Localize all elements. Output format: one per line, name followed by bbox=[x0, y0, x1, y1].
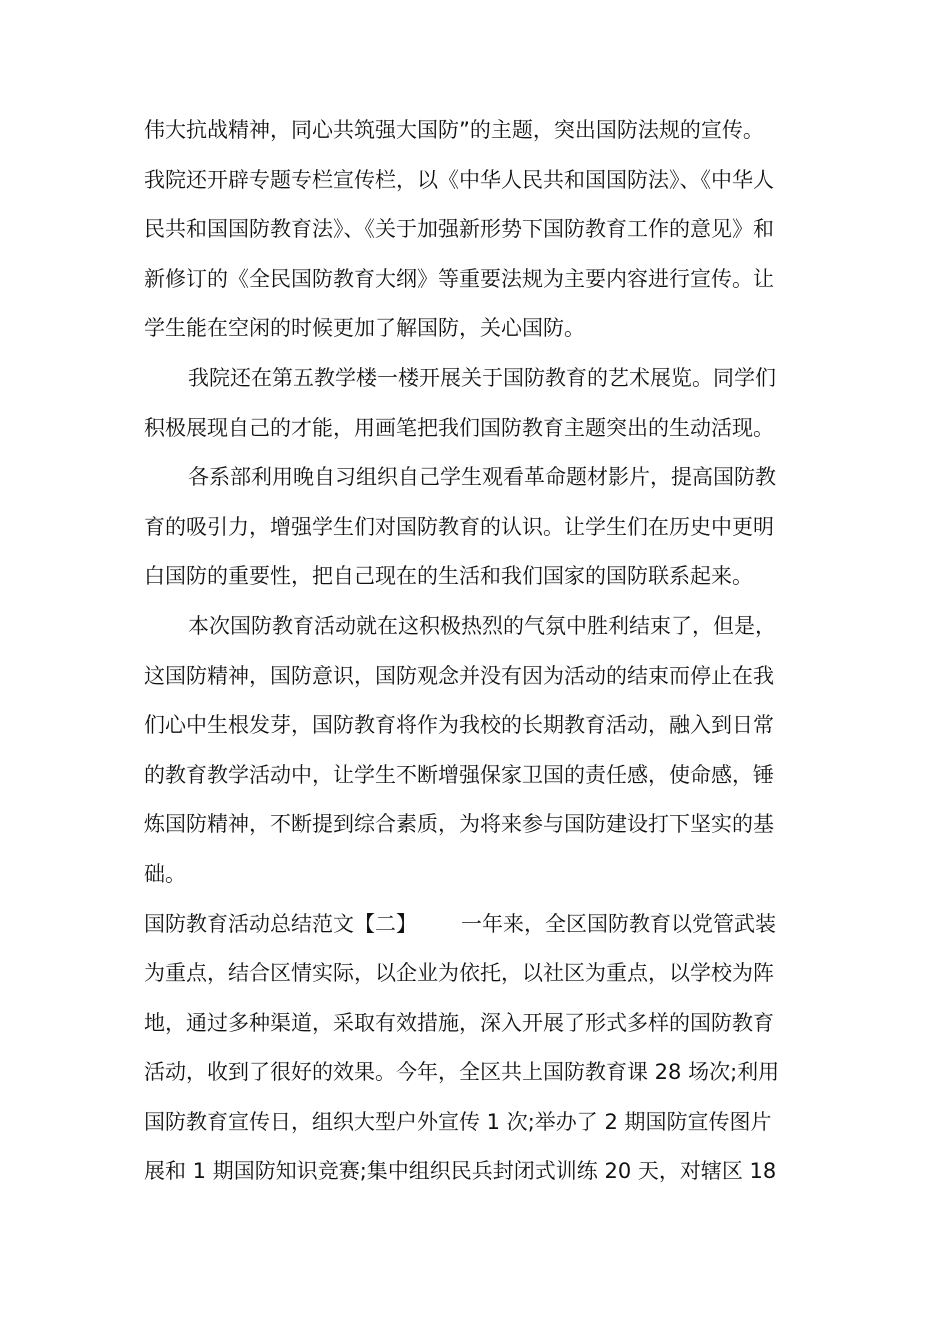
text-line: 炼国防精神，不断提到综合素质，为将来参与国防建设打下坚实的基 bbox=[144, 812, 774, 837]
text-line: 这国防精神，国防意识，国防观念并没有因为活动的结束而停止在我 bbox=[144, 663, 774, 688]
text-line: 伟大抗战精神，同心共筑强大国防”的主题，突出国防法规的宣传。 bbox=[144, 118, 764, 142]
text-line: 活动，收到了很好的效果。今年，全区共上国防教育课 28 场次;利用 bbox=[144, 1060, 780, 1085]
text-line: 的教育教学活动中，让学生不断增强保家卫国的责任感，使命感，锤 bbox=[144, 762, 774, 787]
text-line: 们心中生根发芽，国防教育将作为我校的长期教育活动，融入到日常 bbox=[144, 713, 774, 738]
paragraph-start-line: 各系部利用晚自习组织自己学生观看革命题材影片，提高国防教 bbox=[188, 465, 776, 490]
text-line: 学生能在空闲的时候更加了解国防，关心国防。 bbox=[144, 316, 585, 341]
document-page bbox=[144, 106, 808, 1197]
text-line: 展和 1 期国防知识竞赛;集中组织民兵封闭式训练 20 天，对辖区 18 bbox=[144, 1159, 777, 1184]
paragraph-start-line: 我院还在第五教学楼一楼开展关于国防教育的艺术展览。同学们 bbox=[188, 365, 776, 390]
text-line: 础。 bbox=[144, 861, 186, 886]
text-line: 育的吸引力，增强学生们对国防教育的认识。让学生们在历史中更明 bbox=[144, 514, 774, 539]
text-line: 地，通过多种渠道，采取有效措施，深入开展了形式多样的国防教育 bbox=[144, 1010, 774, 1035]
paragraph-start-line: 本次国防教育活动就在这积极热烈的气氛中胜利结束了，但是， bbox=[188, 613, 776, 638]
text-line: 我院还开辟专题专栏宣传栏，以《中华人民共和国国防法》、《中华人 bbox=[144, 167, 774, 192]
text-line: 新修订的《全民国防教育大纲》等重要法规为主要内容进行宣传。让 bbox=[144, 266, 774, 291]
text-line: 白国防的重要性，把自己现在的生活和我们国家的国防联系起来。 bbox=[144, 564, 753, 589]
text-line: 积极展现自己的才能，用画笔把我们国防教育主题突出的生动活现。 bbox=[144, 415, 774, 440]
text-line: 国防教育宣传日，组织大型户外宣传 1 次;举办了 2 期国防宣传图片 bbox=[144, 1109, 772, 1134]
text-line: 民共和国国防教育法》、《关于加强新形势下国防教育工作的意见》和 bbox=[144, 217, 774, 242]
section-heading: 国防教育活动总结范文【二】 bbox=[144, 911, 417, 936]
text-line: 为重点，结合区情实际，以企业为依托，以社区为重点，以学校为阵 bbox=[144, 961, 774, 986]
section-first-text: 一年来，全区国防教育以党管武装 bbox=[461, 911, 776, 936]
section-heading-line bbox=[144, 900, 808, 950]
